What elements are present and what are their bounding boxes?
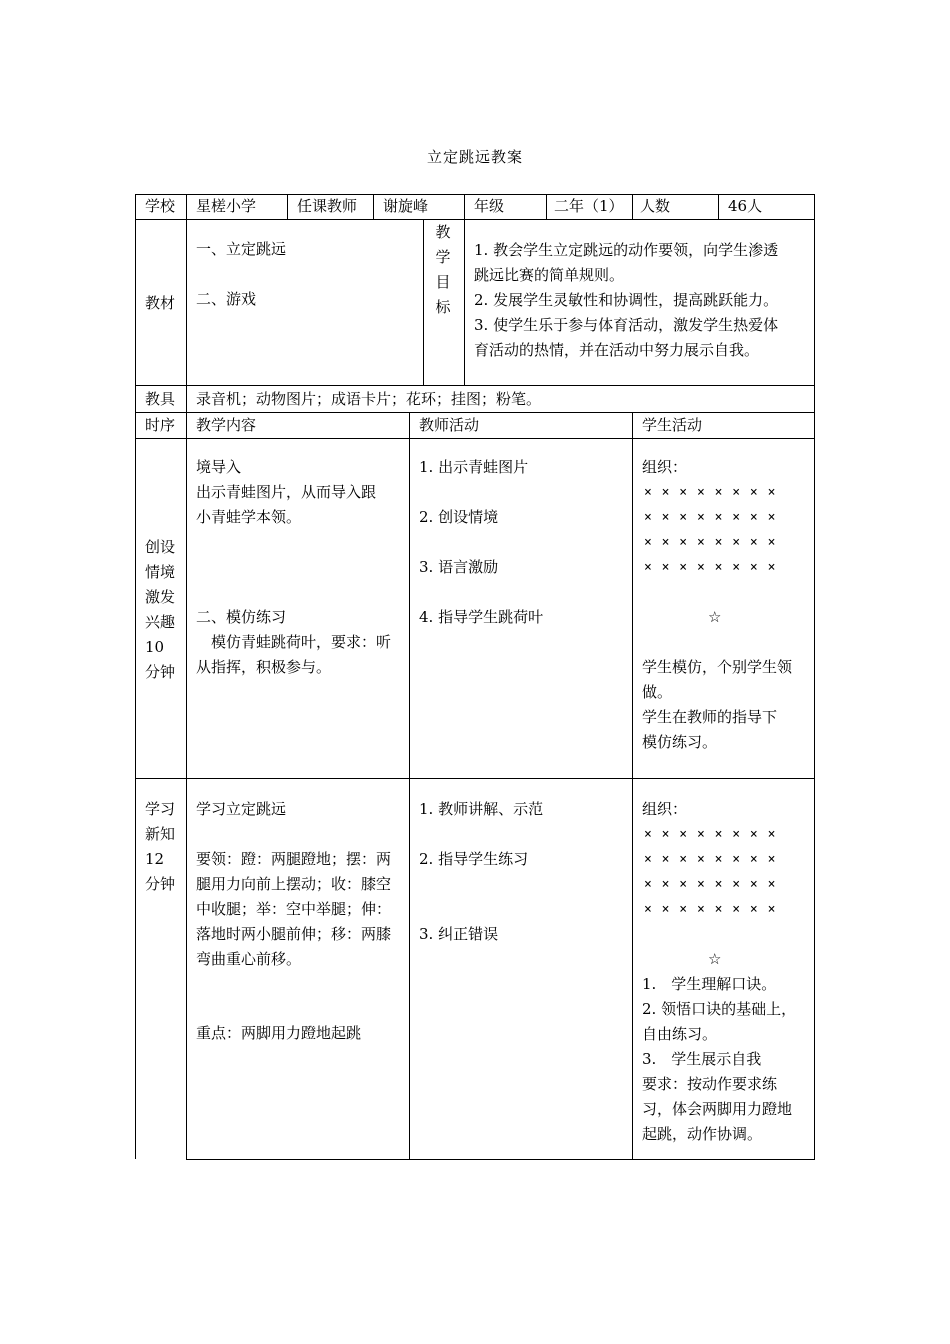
teacher-label: 任课教师 xyxy=(297,197,358,215)
teacher-value: 谢旋峰 xyxy=(383,197,429,215)
section1-formation: × × × × × × × × × × × × × × × × × × × × × × × × × × × × × × × × xyxy=(644,485,777,575)
section2-teacher-star: ☆ xyxy=(708,950,722,968)
section2-teacher-item: 1. 教师讲解、示范 xyxy=(419,800,544,818)
section2-org-label: 组织： xyxy=(642,800,688,818)
section2-formation: × × × × × × × × × × × × × × × × × × × × × × × × × × × × × × × × xyxy=(644,827,777,917)
column-header-content: 教学内容 xyxy=(196,416,257,434)
section1-org-label: 组织： xyxy=(642,458,688,476)
section1-content-practice: 二、模仿练习 模仿青蛙跳荷叶，要求：听 从指挥，积极参与。 xyxy=(196,608,392,676)
section1-student-notes: 学生模仿，个别学生领 做。 学生在教师的指导下 模仿练习。 xyxy=(642,658,793,751)
section2-content-topic: 学习立定跳远 xyxy=(196,800,287,818)
section2-student-notes: 1. 学生理解口诀。 2. 领悟口诀的基础上， 自由练习。 3. 学生展示自我 要求：按动作要求练 习，体会两脚用力蹬地 起跳，动作协调。 xyxy=(642,975,797,1143)
column-header-student: 学生活动 xyxy=(642,416,703,434)
section1-teacher-item: 1. 出示青蛙图片 xyxy=(419,458,529,476)
column-header-teacher: 教师活动 xyxy=(419,416,480,434)
section2-teacher-item: 2. 指导学生练习 xyxy=(419,850,529,868)
material-item: 一、立定跳远 xyxy=(196,240,287,258)
section1-content-intro: 境导入 出示青蛙图片，从而导入跟 小青蛙学本领。 xyxy=(196,458,377,526)
section1-teacher-item: 3. 语言激励 xyxy=(419,558,499,576)
equipment-label: 教具 xyxy=(145,390,176,408)
school-value: 星槎小学 xyxy=(196,197,257,215)
section2-teacher-item: 3. 纠正错误 xyxy=(419,925,499,943)
page-title: 立定跳远教案 xyxy=(426,148,523,166)
column-header-time: 时序 xyxy=(145,416,176,434)
section2-time: 学习 新知 12 分钟 xyxy=(145,800,176,893)
objective-label: 教 学 目 标 xyxy=(435,223,451,316)
section1-teacher-star: ☆ xyxy=(708,608,722,626)
count-label: 人数 xyxy=(640,197,671,215)
grade-value: 二年（1） xyxy=(554,197,624,215)
count-value: 46人 xyxy=(728,197,763,215)
equipment-value: 录音机；动物图片；成语卡片；花环；挂图；粉笔。 xyxy=(196,390,542,408)
section1-time: 创设 情境 激发 兴趣 10 分钟 xyxy=(145,538,176,681)
school-label: 学校 xyxy=(145,197,176,215)
section2-content-focus: 重点：两脚用力蹬地起跳 xyxy=(196,1024,362,1042)
material-label: 教材 xyxy=(145,294,176,312)
grade-label: 年级 xyxy=(474,197,505,215)
section1-teacher-item: 2. 创设情境 xyxy=(419,508,499,526)
material-item: 二、游戏 xyxy=(196,290,257,308)
section2-content-key-points: 要领：蹬：两腿蹬地；摆：两 腿用力向前上摆动；收：膝空 中收腿；举：空中举腿；伸： 落地时两小腿前伸；移：两膝 弯曲重心前移。 xyxy=(196,850,392,968)
objectives-list: 1. 教会学生立定跳远的动作要领，向学生渗透 跳远比赛的简单规则。 2. 发展学生灵敏性和协调性，提高跳跃能力。 3. 使学生乐于参与体育活动，激发学生热爱体 育活动的热情，并在活动中努力展示自我。 xyxy=(474,241,779,359)
section1-teacher-item: 4. 指导学生跳荷叶 xyxy=(419,608,544,626)
